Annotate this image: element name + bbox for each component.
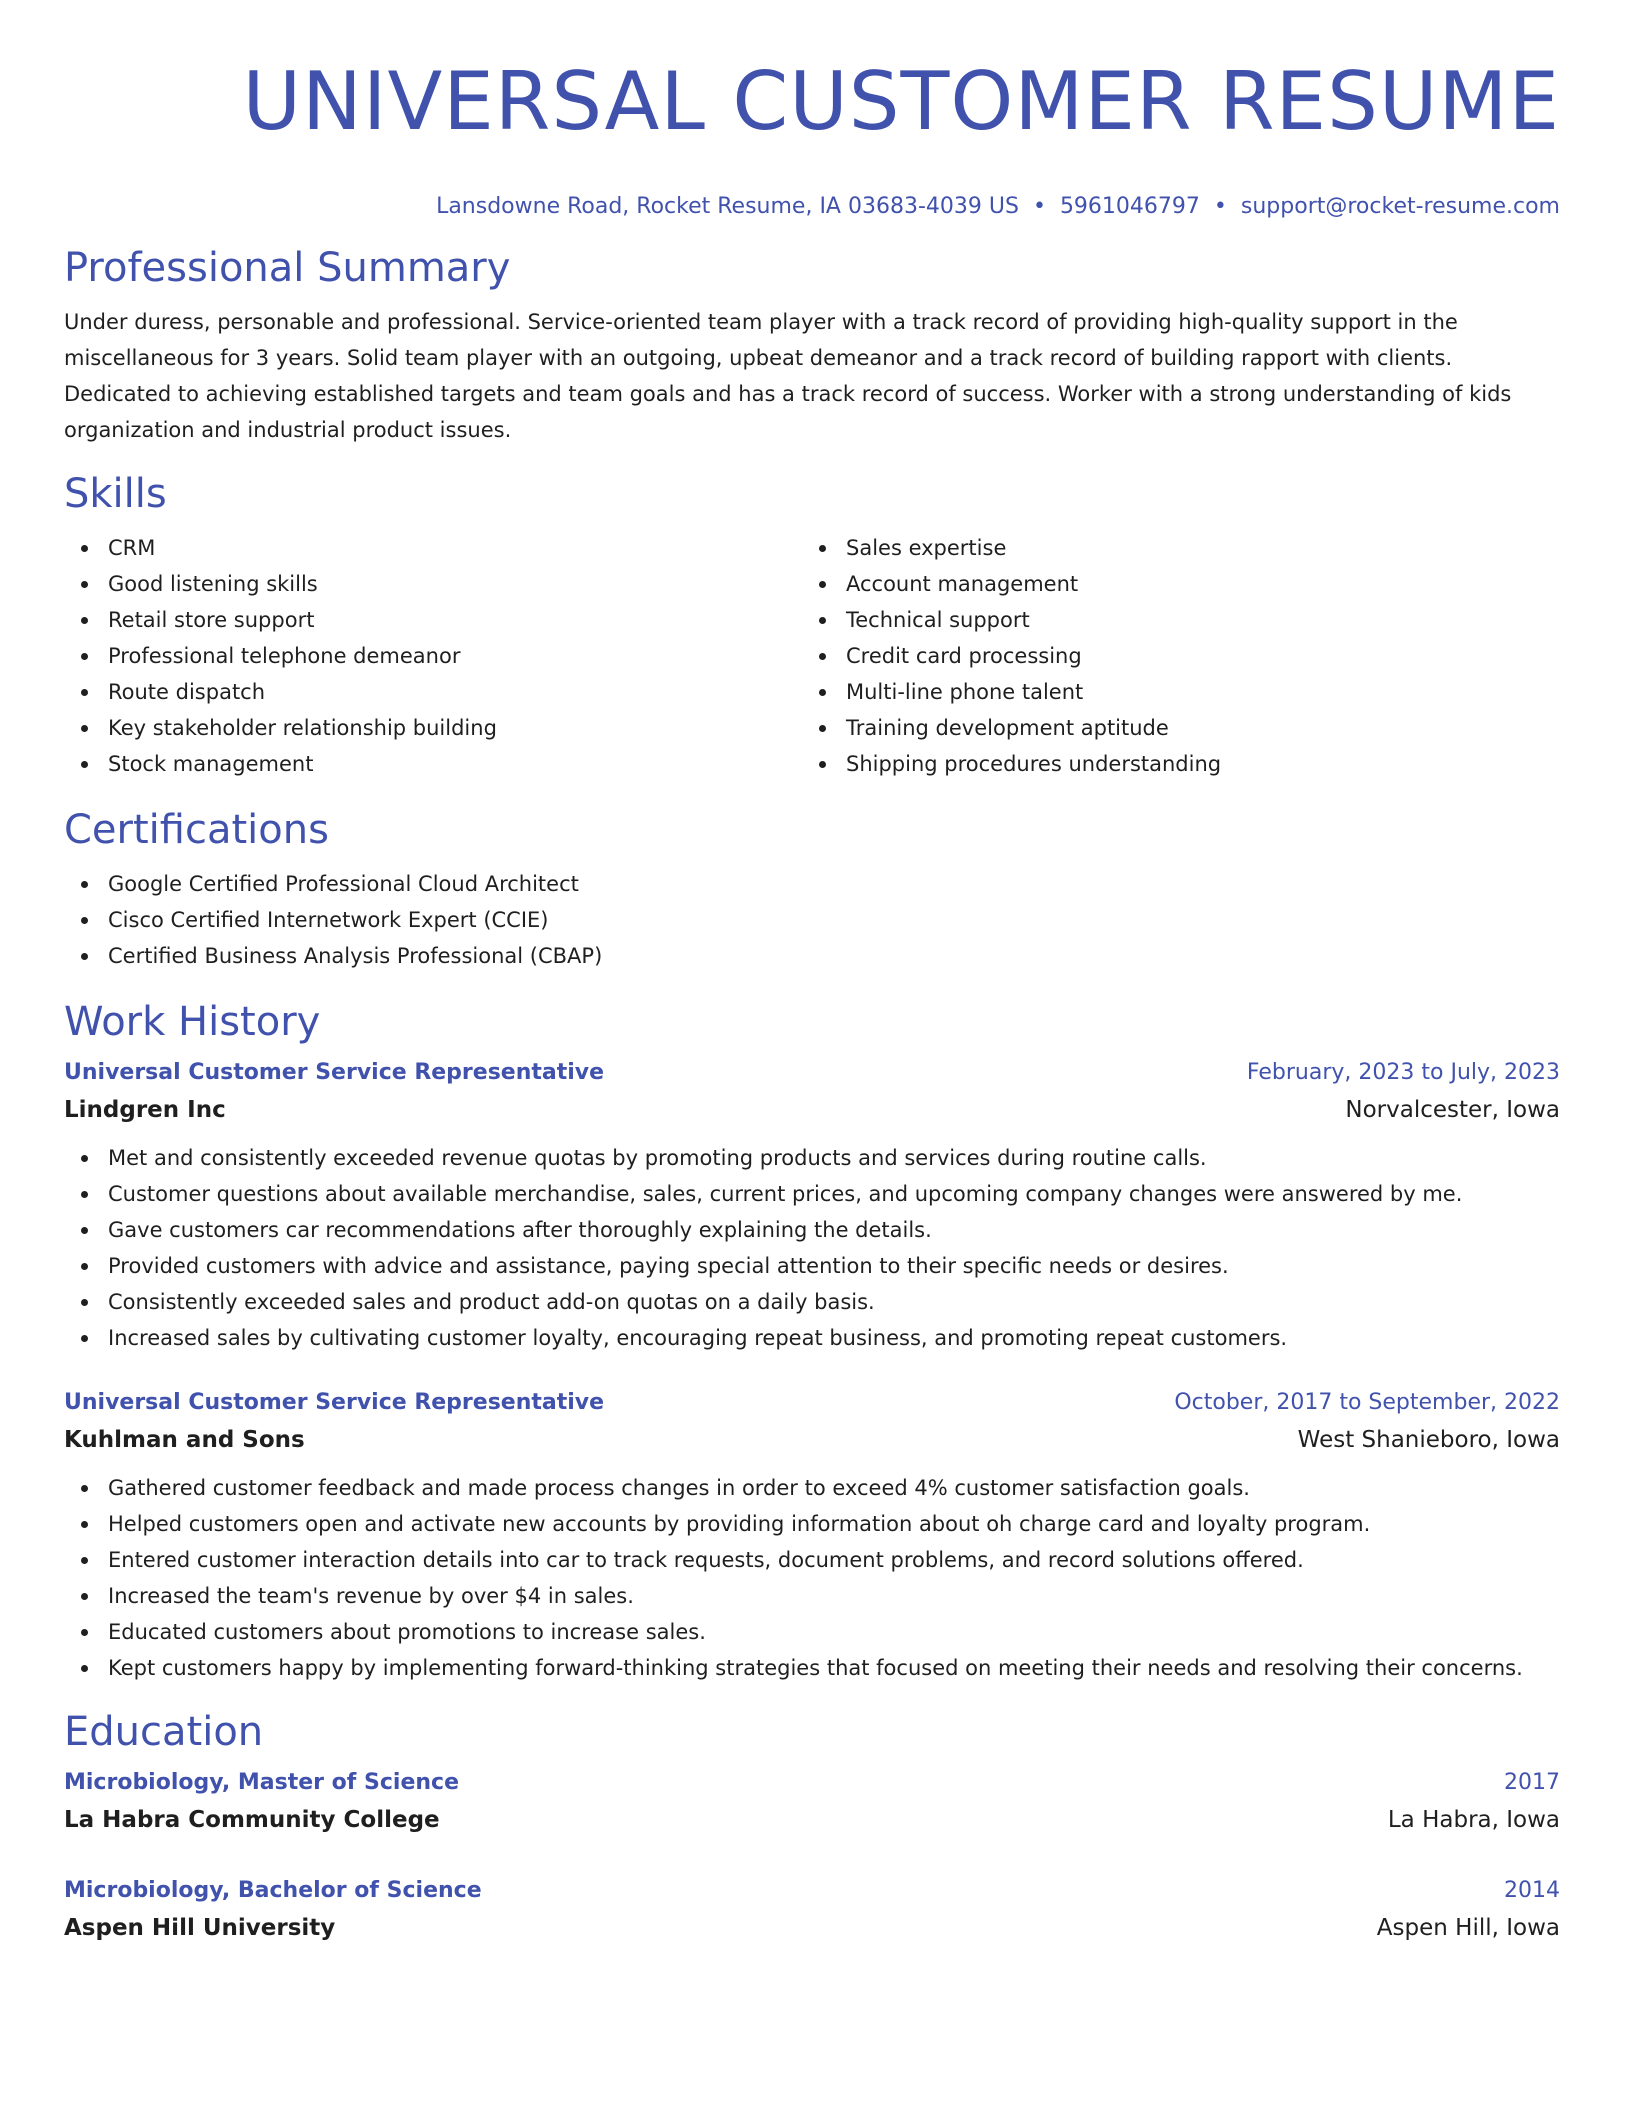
job-bullet: Customer questions about available merchandise, sales, current prices, and upcoming company changes were answered by me.: [64, 1176, 1560, 1212]
graduation-year: 2017: [1504, 1770, 1560, 1795]
section-title-work-history: Work History: [64, 999, 321, 1045]
certifications-list: [64, 866, 1560, 974]
job-entry: [64, 1386, 1560, 1686]
job-bullets: [64, 1470, 1560, 1686]
skill-item: Shipping procedures understanding: [802, 746, 1540, 782]
skill-item: Retail store support: [64, 602, 802, 638]
job-bullets: [64, 1140, 1560, 1356]
section-title-skills: Skills: [64, 471, 167, 517]
skills-section: [64, 470, 1560, 782]
candidate-name: UNIVERSAL CUSTOMER RESUME: [242, 55, 1560, 148]
skill-item: Account management: [802, 566, 1540, 602]
job-dates: October, 2017 to September, 2022: [1174, 1390, 1560, 1415]
job-bullet: Entered customer interaction details into car to track requests, document problems, and record solutions offered.: [64, 1542, 1560, 1578]
skill-item: Technical support: [802, 602, 1540, 638]
job-bullet: Gathered customer feedback and made process changes in order to exceed 4% customer satisfaction goals.: [64, 1470, 1560, 1506]
skill-item: Sales expertise: [802, 530, 1540, 566]
skills-list-right: [802, 530, 1540, 782]
contact-line: [64, 192, 1560, 222]
degree: Microbiology, Master of Science: [64, 1770, 459, 1795]
skill-item: Route dispatch: [64, 674, 802, 710]
skill-item: Stock management: [64, 746, 802, 782]
job-bullet: Provided customers with advice and assistance, paying special attention to their specific needs or desires.: [64, 1248, 1560, 1284]
section-title-summary: Professional Summary: [64, 245, 511, 291]
job-title: Universal Customer Service Representative: [64, 1060, 605, 1085]
job-bullet: Increased the team's revenue by over $4 in sales.: [64, 1578, 1560, 1614]
job-title: Universal Customer Service Representative: [64, 1390, 605, 1415]
job-location: West Shanieboro, Iowa: [1297, 1427, 1560, 1453]
employer-name: Kuhlman and Sons: [64, 1427, 305, 1453]
school-name: Aspen Hill University: [64, 1915, 336, 1941]
email-link[interactable]: support@rocket-resume.com: [1240, 194, 1560, 219]
skill-item: Professional telephone demeanor: [64, 638, 802, 674]
school-location: La Habra, Iowa: [1387, 1807, 1560, 1833]
education-entry: [64, 1766, 1560, 1840]
resume-header: [64, 0, 1560, 222]
skill-item: Key stakeholder relationship building: [64, 710, 802, 746]
school-name: La Habra Community College: [64, 1807, 440, 1833]
address: Lansdowne Road, Rocket Resume, IA 03683-4039 US: [436, 194, 1019, 219]
job-bullet: Consistently exceeded sales and product add-on quotas on a daily basis.: [64, 1284, 1560, 1320]
employer-name: Lindgren Inc: [64, 1097, 226, 1123]
education-section: [64, 1708, 1560, 1948]
section-title-certifications: Certifications: [64, 807, 329, 853]
contact-separator: •: [1032, 194, 1046, 219]
certification-item: Google Certified Professional Cloud Architect: [64, 866, 1560, 902]
phone: 5961046797: [1059, 194, 1200, 219]
job-bullet: Gave customers car recommendations after thoroughly explaining the details.: [64, 1212, 1560, 1248]
job-dates: February, 2023 to July, 2023: [1246, 1060, 1560, 1085]
school-location: Aspen Hill, Iowa: [1376, 1915, 1560, 1941]
graduation-year: 2014: [1504, 1878, 1560, 1903]
skill-item: Good listening skills: [64, 566, 802, 602]
summary-section: [64, 244, 1560, 448]
job-bullet: Helped customers open and activate new accounts by providing information about oh charge card and loyalty program.: [64, 1506, 1560, 1542]
job-location: Norvalcester, Iowa: [1345, 1097, 1560, 1123]
section-title-education: Education: [64, 1709, 264, 1755]
work-history-section: [64, 998, 1560, 1686]
job-bullet: Educated customers about promotions to increase sales.: [64, 1614, 1560, 1650]
skill-item: CRM: [64, 530, 802, 566]
summary-text: Under duress, personable and professional. Service-oriented team player with a track record of providing high-quality support in the miscellaneous for 3 years. Solid team player with an outgoing, upbeat demeanor and a track record of building rapport with clients. Dedicated to achieving established targets and team goals and has a track record of success. Worker with a strong understanding of kids organization and industrial product issues.: [64, 310, 1512, 442]
skill-item: Multi-line phone talent: [802, 674, 1540, 710]
skills-list-left: [64, 530, 802, 782]
resume-page: [64, 0, 1560, 1948]
job-bullet: Met and consistently exceeded revenue quotas by promoting products and services during routine calls.: [64, 1140, 1560, 1176]
certification-item: Certified Business Analysis Professional (CBAP): [64, 938, 1560, 974]
job-bullet: Kept customers happy by implementing forward-thinking strategies that focused on meeting their needs and resolving their concerns.: [64, 1650, 1560, 1686]
job-bullet: Increased sales by cultivating customer loyalty, encouraging repeat business, and promoting repeat customers.: [64, 1320, 1560, 1356]
certification-item: Cisco Certified Internetwork Expert (CCIE): [64, 902, 1560, 938]
degree: Microbiology, Bachelor of Science: [64, 1878, 482, 1903]
skill-item: Credit card processing: [802, 638, 1540, 674]
certifications-section: [64, 806, 1560, 974]
education-entry: [64, 1874, 1560, 1948]
contact-separator: •: [1213, 194, 1227, 219]
skill-item: Training development aptitude: [802, 710, 1540, 746]
job-entry: [64, 1056, 1560, 1356]
